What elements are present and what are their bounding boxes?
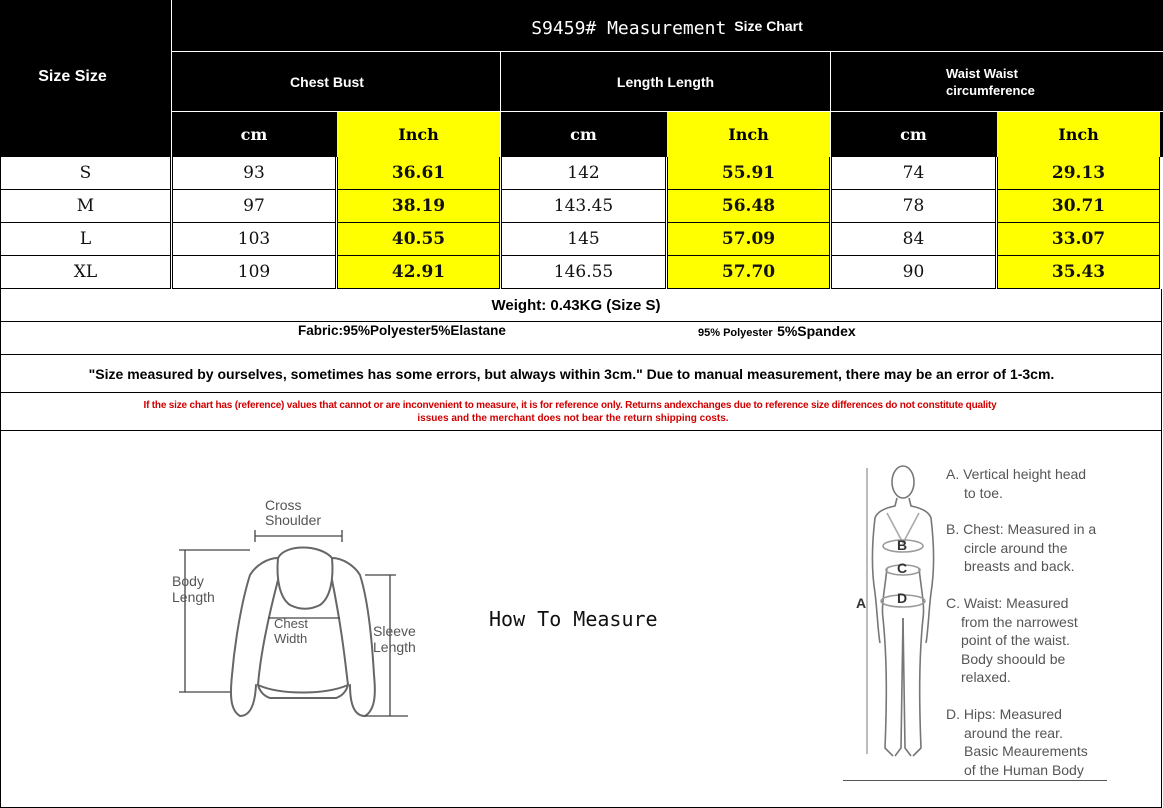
chart-title-tail: Size Chart	[734, 18, 803, 34]
fabric-right	[698, 323, 918, 343]
label-cross-shoulder-line-1: Cross	[265, 497, 302, 513]
legend-underline	[843, 780, 1107, 781]
legend-line: to toe.	[964, 484, 1003, 501]
legend-line: around the rear.	[964, 724, 1063, 741]
fabric-left: Fabric:95%Polyester5%Elastane	[298, 323, 506, 338]
legend-b	[946, 520, 1156, 576]
measurement-cell: 109	[172, 256, 336, 289]
measurement-cell: 29.13	[997, 157, 1160, 190]
chart-title-code: S9459# Measurement	[531, 17, 727, 39]
measurement-cell: 97	[172, 190, 336, 223]
measurement-cell: 33.07	[997, 223, 1160, 256]
label-body-length-line-1: Body	[172, 573, 204, 589]
measurement-cell: 74	[831, 157, 996, 190]
legend-line: A. Vertical height head	[946, 466, 1087, 482]
fabric-right-small: 95% Polyester	[698, 327, 773, 339]
how-to-measure-title: How To Measure	[489, 607, 658, 631]
label-cross-shoulder-line-2: Shoulder	[265, 512, 322, 528]
size-cell: S	[0, 157, 171, 190]
size-cell: XL	[0, 256, 171, 289]
label-cross-shoulder	[265, 498, 345, 528]
legend-line: breasts and back.	[964, 558, 1075, 575]
size-header-label: Size Size	[38, 68, 107, 85]
measurement-cell: 93	[172, 157, 336, 190]
notes-divider	[0, 321, 1162, 322]
unit-cm: cm	[570, 125, 597, 144]
size-cell: M	[0, 190, 171, 223]
label-sleeve-length-line-2: Length	[373, 639, 416, 655]
letter-a: A	[856, 595, 867, 611]
measurement-cell: 78	[831, 190, 996, 223]
measurement-cell: 142	[501, 157, 666, 190]
measurement-cell: 145	[501, 223, 666, 256]
human-body-figure	[845, 458, 940, 778]
legend-line: Basic Meaurements	[964, 743, 1088, 760]
legend-line: D. Hips: Measured	[946, 705, 1062, 722]
legend-line: Body shoould be	[961, 650, 1066, 667]
group-chest: Chest Bust	[290, 73, 364, 90]
measurement-cell: 42.91	[337, 256, 500, 289]
legend-line: point of the waist.	[961, 632, 1070, 649]
fabric-right-big: 5%Spandex	[777, 323, 856, 339]
measurement-cell: 40.55	[337, 223, 500, 256]
measurement-cell: 55.91	[667, 157, 830, 190]
weight-note: Weight: 0.43KG (Size S)	[491, 297, 661, 314]
unit-inch: Inch	[997, 112, 1160, 157]
letter-b: B	[897, 537, 908, 553]
measurement-cell: 146.55	[501, 256, 666, 289]
legend-line: relaxed.	[961, 669, 1011, 686]
measurement-cell: 103	[172, 223, 336, 256]
measurement-cell: 38.19	[337, 190, 500, 223]
unit-inch: Inch	[667, 112, 830, 157]
chart-title	[171, 10, 1163, 46]
measurement-cell: 57.09	[667, 223, 830, 256]
measure-note: "Size measured by ourselves, sometimes has some errors, but always within 3cm." Due to manual measurement, there may be an error of 1-3cm.	[88, 365, 1055, 382]
disclaimer-line-1: If the size chart has (reference) values that cannot or are inconvenient to measure, it is for reference only. Returns andexchanges due to reference size differences do not constitute quality	[143, 399, 997, 411]
label-sleeve-length-line-1: Sleeve	[373, 623, 416, 639]
legend-d	[946, 705, 1156, 779]
notes-divider	[0, 392, 1162, 393]
size-cell: L	[0, 223, 171, 256]
measurement-cell: 36.61	[337, 157, 500, 190]
unit-cm: cm	[240, 125, 268, 144]
disclaimer-line-2: issues and the merchant does not bear the return shipping costs.	[417, 412, 729, 424]
label-sleeve-length	[373, 623, 443, 655]
measurement-cell: 143.45	[501, 190, 666, 223]
legend-line: of the Human Body	[964, 761, 1084, 778]
group-waist: Waist Waist circumference	[946, 66, 1035, 98]
legend-a	[946, 465, 1156, 502]
legend-line: C. Waist: Measured	[946, 594, 1069, 611]
group-length: Length Length	[616, 73, 715, 90]
measurement-cell: 90	[831, 256, 996, 289]
measurement-cell: 35.43	[997, 256, 1160, 289]
label-body-length-line-2: Length	[172, 589, 215, 605]
legend-c	[946, 594, 1156, 687]
legend-line: circle around the	[964, 539, 1068, 556]
measurement-cell: 56.48	[667, 190, 830, 223]
label-chest-width-line-2: Width	[274, 631, 308, 646]
measurement-cell: 84	[831, 223, 996, 256]
letter-c: C	[897, 560, 908, 576]
label-chest-width	[274, 616, 334, 646]
label-body-length	[172, 573, 242, 605]
measurement-legend	[946, 465, 1156, 779]
unit-cm: cm	[900, 125, 927, 144]
label-chest-width-line-1: Chest	[274, 616, 308, 631]
legend-line: B. Chest: Measured in a	[946, 521, 1097, 538]
measurement-cell: 57.70	[667, 256, 830, 289]
unit-inch: Inch	[337, 112, 500, 157]
letter-d: D	[897, 590, 908, 606]
measurement-cell: 30.71	[997, 190, 1160, 223]
legend-line: from the narrowest	[961, 613, 1078, 630]
